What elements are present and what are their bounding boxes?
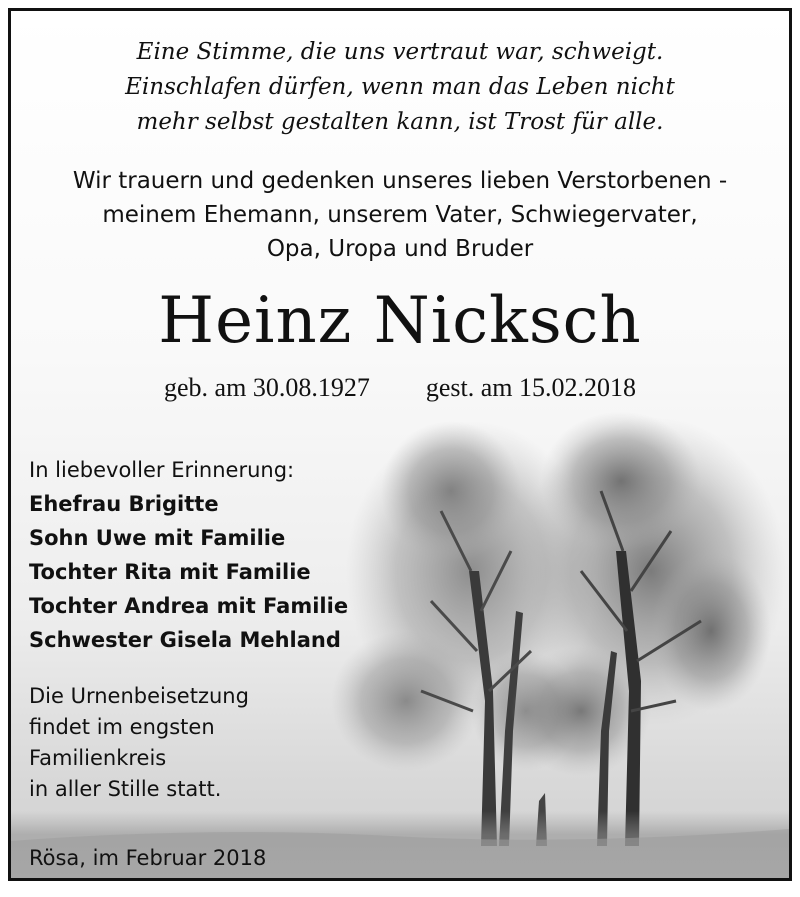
deceased-name: Heinz Nicksch bbox=[158, 284, 642, 358]
mourners-heading: In liebevoller Erinnerung: bbox=[29, 458, 295, 482]
mourners-list bbox=[29, 453, 348, 657]
burial-line: in aller Stille statt. bbox=[29, 777, 222, 801]
death-date: gest. am 15.02.2018 bbox=[425, 373, 636, 402]
poem-line: Einschlafen dürfen, wenn man das Leben nicht bbox=[125, 74, 675, 100]
burial-line: Familienkreis bbox=[29, 746, 167, 770]
burial-line: findet im engsten bbox=[29, 715, 215, 739]
birth-date: geb. am 30.08.1927 bbox=[164, 373, 370, 402]
mourner-entry: Schwester Gisela Mehland bbox=[29, 628, 341, 652]
burial-information bbox=[29, 681, 249, 805]
place-and-date: Rösa, im Februar 2018 bbox=[29, 846, 267, 870]
mourning-statement bbox=[11, 164, 789, 266]
life-dates bbox=[11, 371, 789, 405]
poem-line: mehr selbst gestalten kann, ist Trost für alle. bbox=[136, 109, 664, 135]
memorial-poem bbox=[11, 35, 789, 140]
intro-line: Opa, Uropa und Bruder bbox=[266, 236, 534, 262]
notice-text bbox=[11, 11, 789, 878]
obituary-notice bbox=[8, 8, 792, 881]
mourner-entry: Tochter Rita mit Familie bbox=[29, 560, 311, 584]
mourner-entry: Tochter Andrea mit Familie bbox=[29, 594, 349, 618]
mourner-entry: Ehefrau Brigitte bbox=[29, 492, 219, 516]
burial-line: Die Urnenbeisetzung bbox=[29, 684, 249, 708]
intro-line: Wir trauern und gedenken unseres lieben Verstorbenen - bbox=[72, 168, 728, 194]
poem-line: Eine Stimme, die uns vertraut war, schweigt. bbox=[136, 39, 664, 65]
mourner-entry: Sohn Uwe mit Familie bbox=[29, 526, 286, 550]
intro-line: meinem Ehemann, unserem Vater, Schwiegervater, bbox=[102, 202, 698, 228]
